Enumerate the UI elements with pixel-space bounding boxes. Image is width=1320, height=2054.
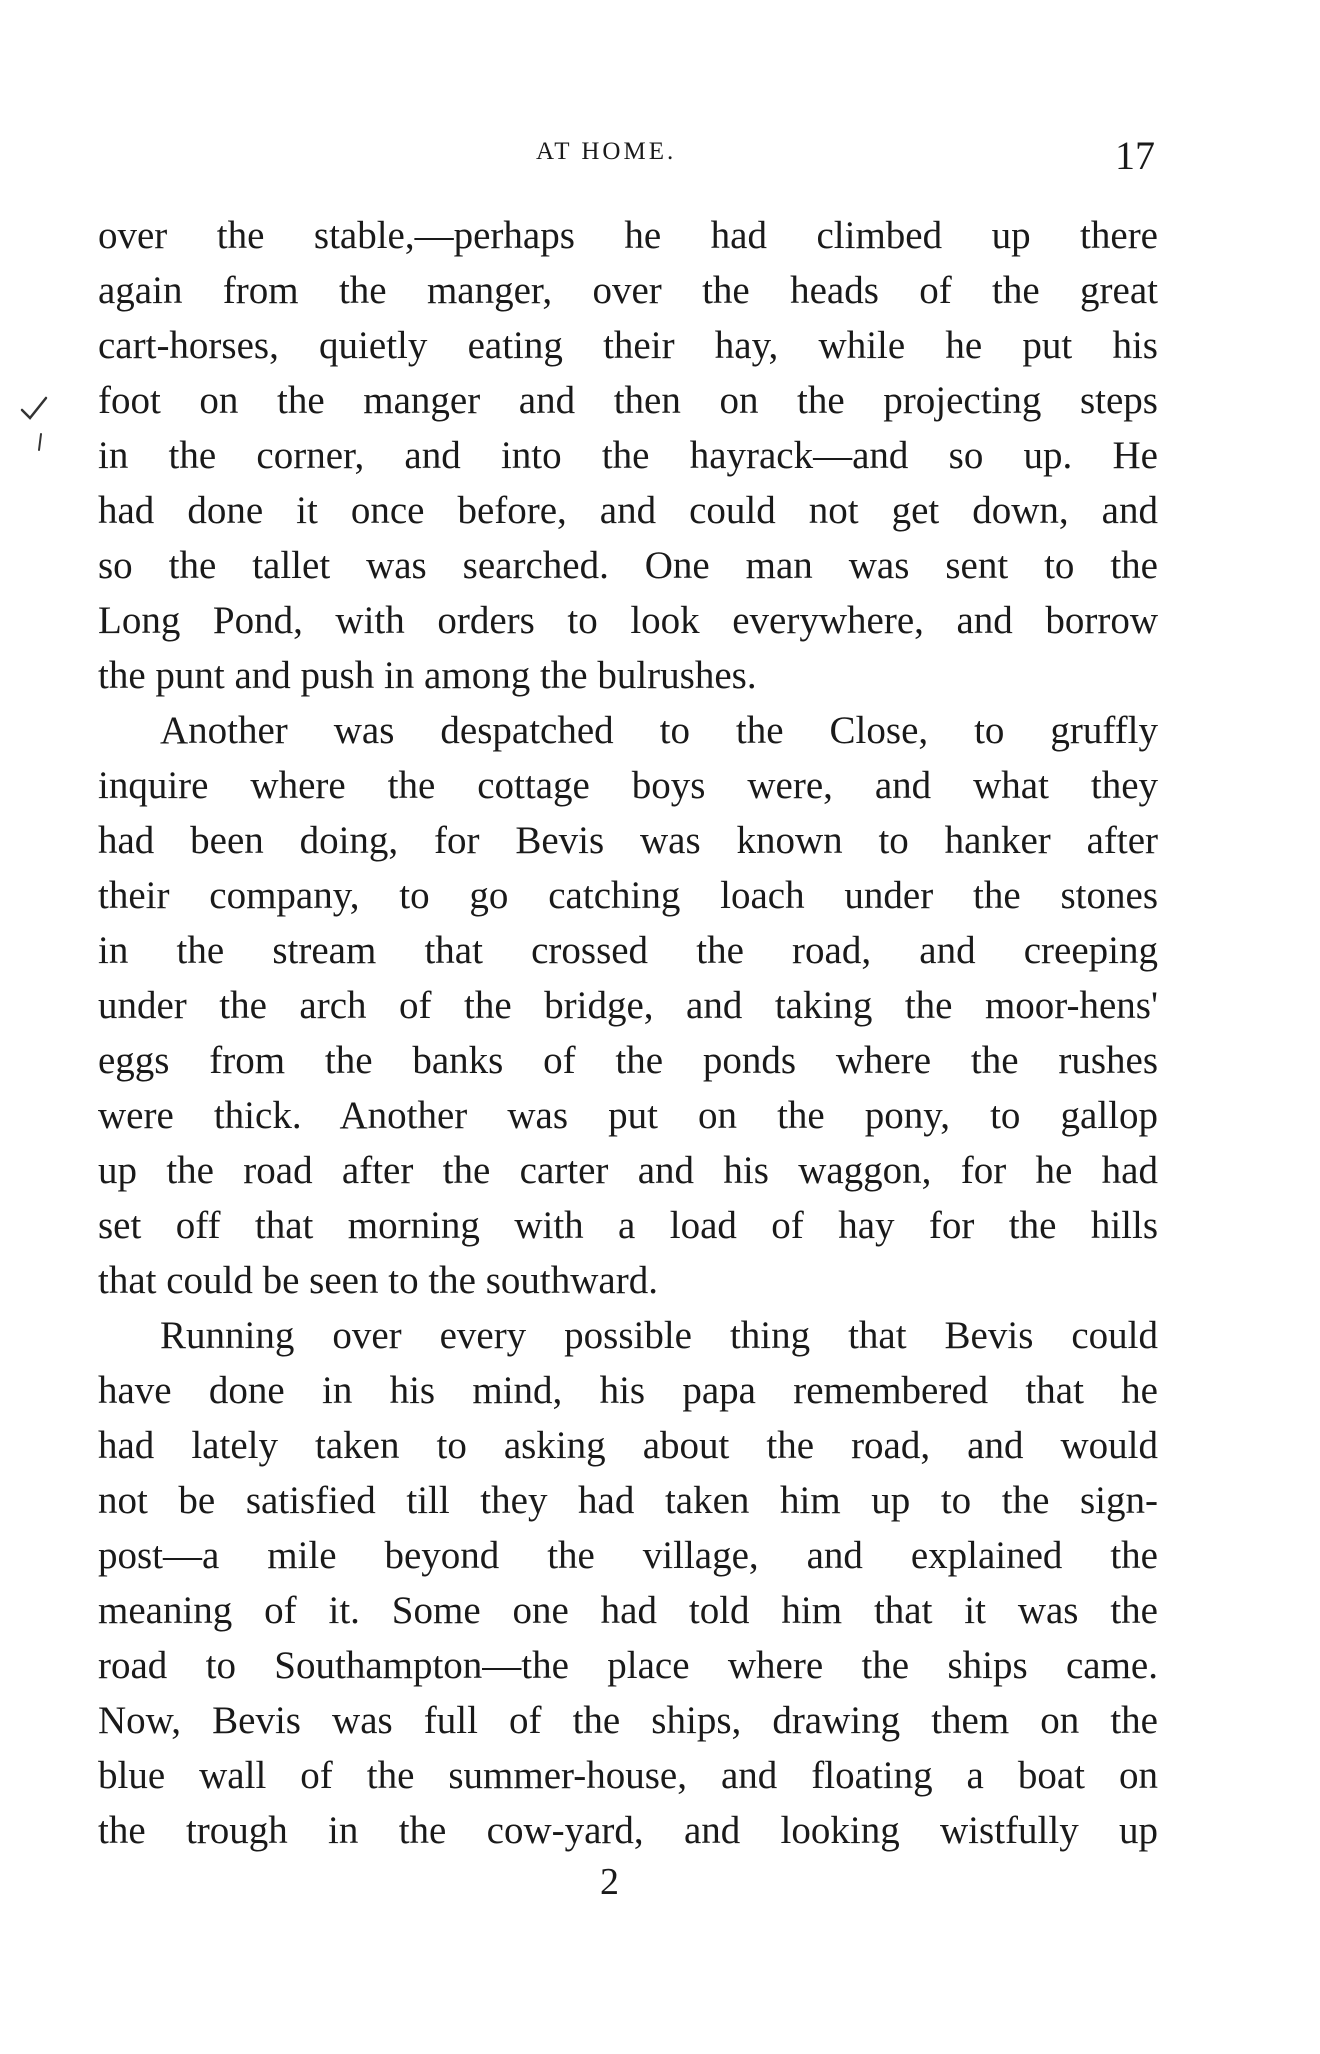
text-line: not be satisfied till they had taken him up to the sign-: [98, 1479, 1158, 1522]
text-line: the punt and push in among the bulrushes.: [98, 654, 757, 697]
text-line: eggs from the banks of the ponds where the rushes: [98, 1039, 1158, 1082]
pencil-check-mark: [16, 384, 56, 454]
text-line: had done it once before, and could not get down, and: [98, 489, 1158, 532]
text-line: post—a mile beyond the village, and explained the: [98, 1534, 1158, 1577]
text-line: Long Pond, with orders to look everywhere, and borrow: [98, 599, 1158, 642]
text-line: again from the manger, over the heads of the great: [98, 269, 1158, 312]
text-line: their company, to go catching loach under the stones: [98, 874, 1158, 917]
text-line: road to Southampton—the place where the ships came.: [98, 1644, 1158, 1687]
text-line: under the arch of the bridge, and taking the moor-hens': [98, 984, 1158, 1027]
text-line: that could be seen to the southward.: [98, 1259, 658, 1302]
text-line: had lately taken to asking about the road, and would: [98, 1424, 1158, 1467]
running-header: [0, 133, 1320, 178]
text-line: over the stable,—perhaps he had climbed up there: [98, 214, 1158, 257]
text-line: cart-horses, quietly eating their hay, while he put his: [98, 324, 1158, 367]
paragraph: [98, 1308, 1158, 1858]
paragraph: [98, 208, 1158, 703]
body-text: [98, 208, 1158, 1858]
signature-mark: 2: [600, 1861, 619, 1903]
running-title: AT HOME.: [536, 138, 677, 165]
text-line: had been doing, for Bevis was known to hanker after: [98, 819, 1158, 862]
text-line: have done in his mind, his papa remembered that he: [98, 1369, 1158, 1412]
text-line: Running over every possible thing that Bevis could: [160, 1314, 1158, 1357]
text-line: meaning of it. Some one had told him that it was the: [98, 1589, 1158, 1632]
text-line: were thick. Another was put on the pony, to gallop: [98, 1094, 1158, 1137]
text-line: so the tallet was searched. One man was sent to the: [98, 544, 1158, 587]
text-line: foot on the manger and then on the projecting steps: [98, 379, 1158, 422]
text-line: in the corner, and into the hayrack—and so up. He: [98, 434, 1158, 477]
text-line: up the road after the carter and his waggon, for he had: [98, 1149, 1158, 1192]
text-line: Another was despatched to the Close, to gruffly: [160, 709, 1158, 752]
text-line: Now, Bevis was full of the ships, drawing them on the: [98, 1699, 1158, 1742]
text-line: in the stream that crossed the road, and creeping: [98, 929, 1158, 972]
text-line: set off that morning with a load of hay for the hills: [98, 1204, 1158, 1247]
paragraph: [98, 703, 1158, 1308]
text-line: inquire where the cottage boys were, and what they: [98, 764, 1158, 807]
text-line: blue wall of the summer-house, and floating a boat on: [98, 1754, 1158, 1797]
page-number: 17: [1115, 133, 1155, 178]
text-line: the trough in the cow-yard, and looking wistfully up: [98, 1809, 1158, 1852]
